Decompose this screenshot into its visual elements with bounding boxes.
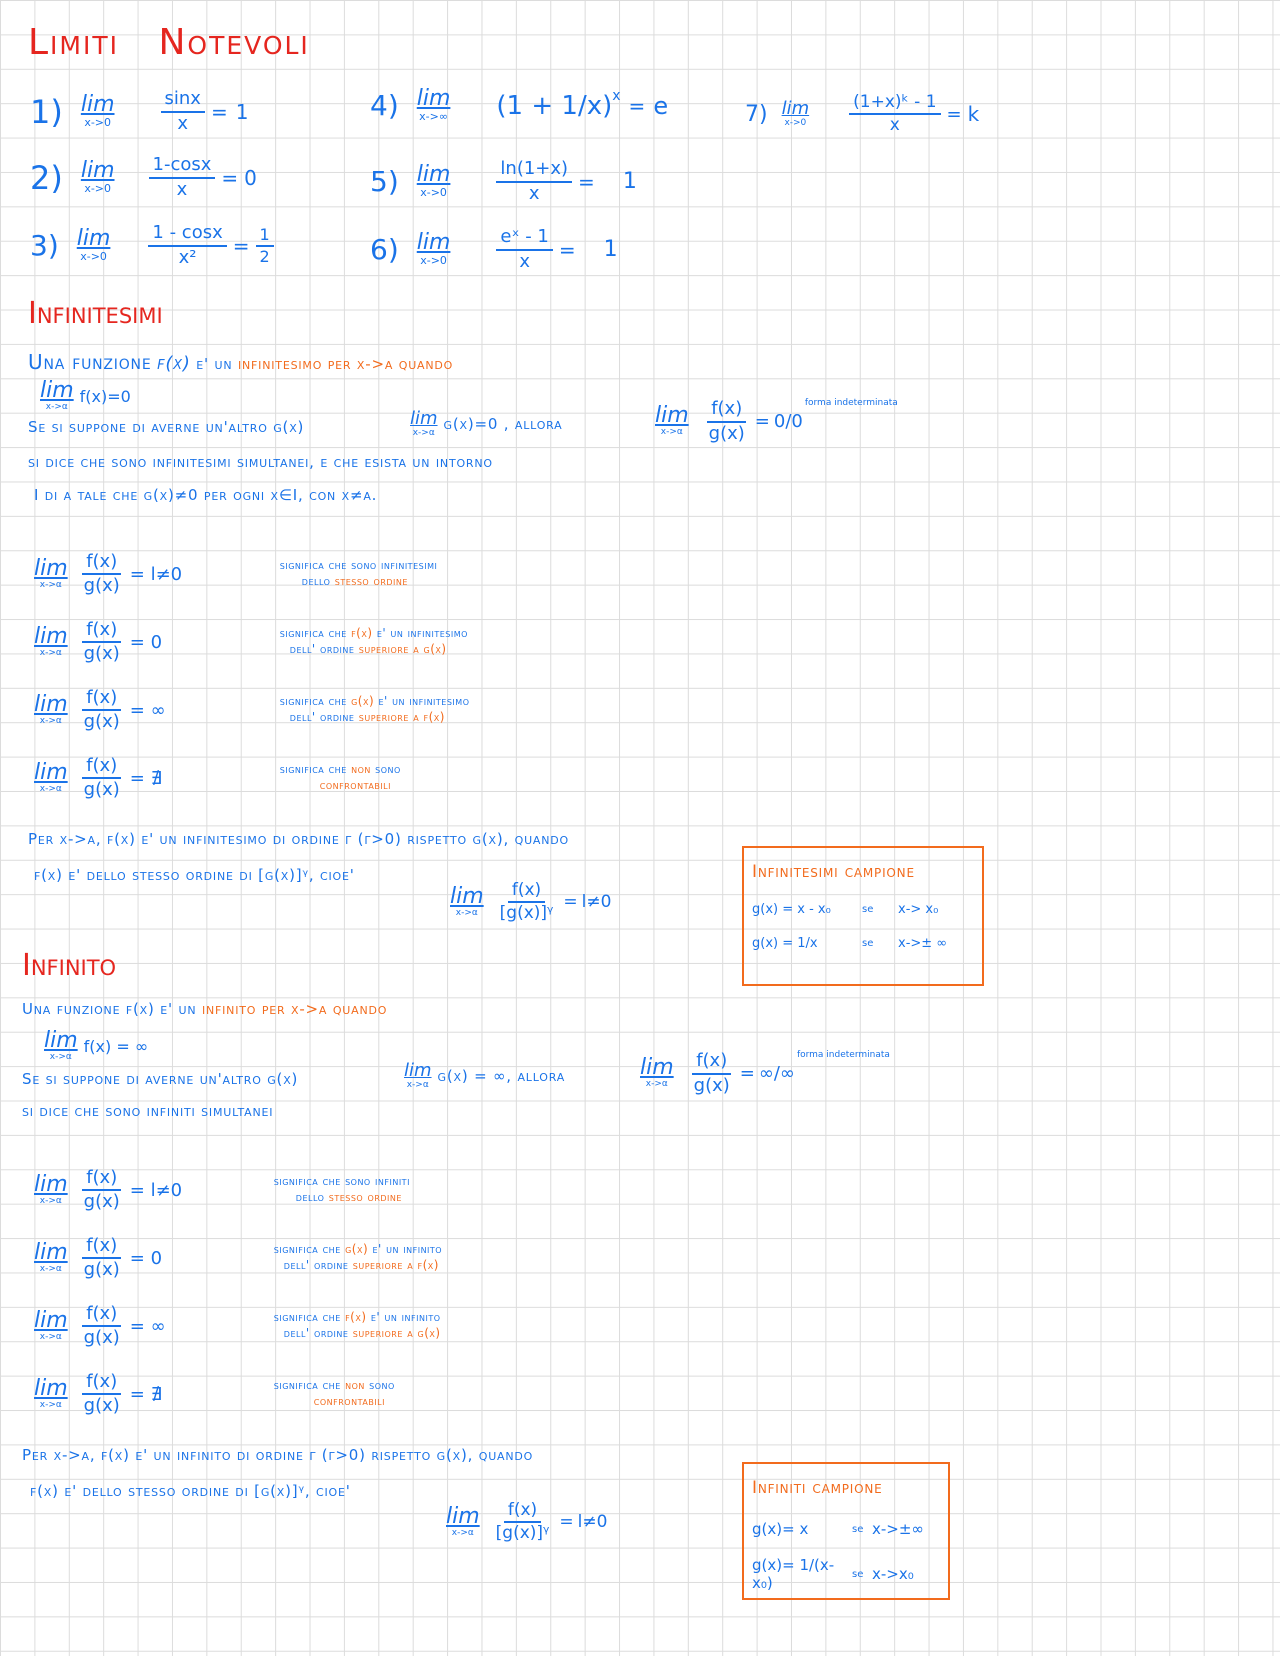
lim-text: lim bbox=[34, 1239, 68, 1265]
denominator: x bbox=[889, 115, 900, 136]
infinito-order-line1: Per x->α, f(x) e' un infinito di ordine γ (γ>0) rispetto g(x), quando bbox=[22, 1446, 534, 1464]
lim-text: lim bbox=[40, 378, 74, 403]
fraction bbox=[80, 1235, 124, 1282]
infinito-line2: si dice che sono infiniti simultanei bbox=[22, 1102, 274, 1120]
lim-text: lim bbox=[640, 1055, 674, 1081]
result: 1 bbox=[603, 237, 618, 262]
numerator: f(x) bbox=[508, 880, 545, 903]
infinito-order-line2: f(x) e' dello stesso ordine di [g(x)]ᵞ, cioe' bbox=[30, 1482, 351, 1500]
infinitesimi-order-limit bbox=[450, 880, 611, 925]
lim-expression: g(x)=0 , allora bbox=[443, 415, 563, 434]
case-line1b: e' un infinito bbox=[368, 1242, 443, 1257]
fraction bbox=[80, 619, 124, 666]
lim-symbol bbox=[34, 555, 68, 591]
box-g: g(x)= 1/(x-x₀) bbox=[752, 1556, 835, 1592]
box-cond: x-> x₀ bbox=[898, 902, 939, 917]
section-heading-infinitesimi: Infinitesimi bbox=[28, 296, 163, 331]
title-word-2: Notevoli bbox=[158, 22, 310, 63]
case-keyword: stesso ordine bbox=[328, 1190, 402, 1204]
case-result: = ∄ bbox=[129, 1383, 162, 1405]
box-cond: x->x₀ bbox=[872, 1565, 914, 1583]
case-line1b: e' un infinitesimo bbox=[372, 626, 468, 641]
lim-sub: x->α bbox=[455, 907, 478, 918]
equals: = bbox=[563, 892, 578, 913]
infinitesimi-definition bbox=[28, 350, 453, 374]
lim-text: lim bbox=[34, 1375, 68, 1401]
infinitesimi-line3: I di α tale che g(x)≠0 per ogni x∈I, con x≠α. bbox=[34, 486, 378, 504]
lim-text: lim bbox=[34, 1171, 68, 1197]
result: 1 bbox=[235, 99, 249, 124]
notable-limit-1 bbox=[30, 88, 248, 135]
lim-symbol bbox=[34, 1375, 68, 1411]
result: e bbox=[653, 91, 669, 120]
case-text bbox=[274, 1174, 410, 1205]
numerator: f(x) bbox=[82, 687, 121, 712]
case-row bbox=[34, 1292, 442, 1360]
case-line1b: e' un infinitesimo bbox=[374, 694, 470, 709]
denominator: x bbox=[176, 178, 188, 200]
lim-text: lim bbox=[416, 86, 451, 111]
fraction bbox=[496, 158, 572, 205]
lim-text: lim bbox=[655, 403, 689, 429]
suppose-text: Se si suppone di averne un'altro g(x) bbox=[28, 418, 305, 436]
case-line1: significa che bbox=[273, 1310, 346, 1325]
notable-limit-7 bbox=[745, 92, 979, 137]
case-line2: dell' ordine bbox=[283, 1258, 353, 1272]
limit-number: 1) bbox=[30, 92, 63, 131]
fraction bbox=[492, 1500, 554, 1545]
notable-limit-3 bbox=[30, 222, 280, 269]
denominator: g(x) bbox=[83, 1395, 120, 1416]
case-keyword: f(x) bbox=[345, 1310, 367, 1325]
lim-text: lim bbox=[76, 225, 111, 251]
infiniti-campione-box bbox=[742, 1462, 950, 1600]
infinitesimi-order-line1: Per x->α, f(x) e' un infinitesimo di ordine γ (γ>0) rispetto g(x), quando bbox=[28, 830, 570, 848]
case-result: = 0 bbox=[129, 1247, 163, 1269]
infinito-order-limit bbox=[446, 1500, 607, 1545]
lim-symbol bbox=[34, 1239, 68, 1275]
forma-indeterminata-note: forma indeterminata bbox=[804, 398, 898, 408]
lim-symbol bbox=[34, 1171, 68, 1207]
fraction bbox=[496, 880, 558, 925]
expression: (1 + 1/x) bbox=[496, 90, 613, 121]
page-title bbox=[28, 22, 310, 63]
lim-symbol bbox=[44, 1030, 78, 1063]
result: 0 bbox=[244, 165, 257, 190]
infinito-cases bbox=[34, 1156, 442, 1428]
box-cond: x->± ∞ bbox=[898, 936, 948, 951]
case-result: = ∞ bbox=[129, 1315, 166, 1337]
case-text bbox=[280, 694, 470, 725]
case-row bbox=[34, 608, 470, 676]
lim-sub: x->0 bbox=[420, 253, 447, 267]
denominator: g(x) bbox=[83, 1191, 120, 1212]
case-row bbox=[34, 676, 470, 744]
lim-symbol bbox=[416, 229, 451, 267]
denominator: x bbox=[519, 250, 530, 272]
case-keyword: f(x) bbox=[351, 626, 373, 641]
infinito-lim-def bbox=[44, 1030, 148, 1063]
denominator: g(x) bbox=[708, 422, 745, 444]
lim-sub: x->α bbox=[406, 1080, 429, 1090]
case-line2: dello bbox=[301, 574, 335, 588]
infinitesimi-cases bbox=[34, 540, 470, 812]
case-line1b: sono bbox=[364, 1378, 395, 1393]
case-line1: significa che sono infinitesimi bbox=[279, 558, 438, 573]
case-text bbox=[280, 626, 468, 657]
fraction bbox=[496, 226, 552, 273]
case-line2: dell' ordine bbox=[283, 1326, 353, 1340]
case-line1: significa che bbox=[279, 762, 352, 777]
box-g: g(x) = x - x₀ bbox=[752, 902, 831, 917]
def-text-c: per x->α quando bbox=[327, 355, 454, 373]
lim-text: lim bbox=[416, 161, 451, 187]
lim-text: lim bbox=[450, 883, 484, 909]
infinitesimi-lim-def bbox=[40, 380, 131, 413]
forma-indeterminata-note: forma indeterminata bbox=[796, 1050, 890, 1060]
case-keyword: non bbox=[345, 1378, 365, 1393]
lim-expression: f(x)=0 bbox=[79, 386, 131, 406]
case-keyword: confrontabili bbox=[319, 778, 391, 792]
result: l≠0 bbox=[581, 892, 612, 913]
exponent: x bbox=[612, 88, 621, 104]
fraction bbox=[80, 551, 124, 598]
case-text bbox=[274, 1310, 441, 1341]
lim-sub: x->∞ bbox=[419, 110, 448, 123]
result: l≠0 bbox=[577, 1512, 608, 1533]
lim-sub: x->0 bbox=[784, 117, 807, 128]
case-row bbox=[34, 744, 470, 812]
equals: = bbox=[558, 237, 576, 262]
case-row bbox=[34, 540, 470, 608]
box-row bbox=[752, 902, 938, 917]
numerator: f(x) bbox=[82, 619, 121, 644]
equals: = bbox=[739, 1063, 755, 1084]
numerator: f(x) bbox=[82, 1371, 121, 1396]
denominator: x bbox=[177, 112, 189, 134]
fraction bbox=[690, 1050, 734, 1097]
equals: = bbox=[946, 103, 962, 125]
lim-text: lim bbox=[34, 555, 68, 581]
fraction bbox=[161, 88, 205, 135]
lim-symbol bbox=[655, 405, 689, 438]
lim-symbol bbox=[416, 161, 451, 199]
notable-limit-5 bbox=[370, 158, 637, 205]
lim-sub: x->0 bbox=[420, 185, 447, 199]
lim-text: lim bbox=[410, 408, 438, 429]
box-se: se bbox=[862, 904, 874, 915]
numerator: f(x) bbox=[692, 1050, 731, 1075]
denominator: g(x) bbox=[83, 575, 120, 596]
numerator: 1 bbox=[256, 225, 274, 247]
lim-sub: x->α bbox=[451, 1527, 474, 1538]
box-row bbox=[752, 1556, 914, 1592]
lim-text: lim bbox=[34, 623, 68, 649]
lim-symbol bbox=[404, 1062, 432, 1091]
fraction bbox=[80, 1303, 124, 1350]
lim-symbol bbox=[34, 759, 68, 795]
case-result: = l≠0 bbox=[129, 563, 183, 585]
lim-text: lim bbox=[34, 759, 68, 785]
fraction bbox=[80, 687, 124, 734]
case-keyword: f(x) bbox=[417, 1258, 439, 1272]
lim-symbol bbox=[80, 91, 115, 129]
numerator: 1-cosx bbox=[149, 154, 216, 179]
lim-sub: x->α bbox=[39, 715, 62, 726]
case-line1: significa che bbox=[273, 1378, 346, 1393]
infinito-suppose-lim bbox=[404, 1062, 565, 1091]
case-row bbox=[34, 1224, 442, 1292]
lim-symbol bbox=[80, 157, 115, 195]
lim-symbol bbox=[781, 97, 810, 129]
case-line2: dell' ordine bbox=[289, 642, 359, 656]
equals: = bbox=[232, 233, 250, 258]
denominator: [g(x)]ᵞ bbox=[495, 1523, 550, 1544]
lim-text: lim bbox=[44, 1028, 78, 1053]
case-keyword: g(x) bbox=[417, 1326, 441, 1340]
case-line1: significa che sono infiniti bbox=[273, 1174, 410, 1189]
denominator: g(x) bbox=[83, 1259, 120, 1280]
equals: = bbox=[628, 93, 646, 118]
case-keyword: non bbox=[351, 762, 371, 777]
case-line1b: sono bbox=[370, 762, 401, 777]
indeterminate-form: ∞/∞ bbox=[758, 1063, 795, 1084]
notable-limit-6 bbox=[370, 226, 618, 273]
limit-number: 3) bbox=[30, 229, 59, 262]
infinitesimi-line2: si dice che sono infinitesimi simultanei, e che esista un intorno bbox=[28, 453, 493, 471]
lim-text: lim bbox=[80, 91, 115, 117]
box-g: g(x)= x bbox=[752, 1520, 809, 1538]
box-cond: x->±∞ bbox=[872, 1520, 924, 1538]
fraction bbox=[849, 92, 940, 137]
case-result: = ∄ bbox=[129, 767, 162, 789]
indeterminate-form: 0/0 bbox=[773, 411, 803, 432]
infinitesimi-campione-box bbox=[742, 846, 984, 986]
def-keyword: infinito bbox=[201, 1000, 257, 1018]
lim-sub: x->0 bbox=[80, 249, 107, 263]
infinitesimi-order-line2: f(x) e' dello stesso ordine di [g(x)]ᵞ, cioe' bbox=[34, 866, 355, 884]
limit-number: 6) bbox=[370, 233, 399, 266]
box-title: Infinitesimi campione bbox=[752, 862, 915, 882]
case-keyword: superiore a bbox=[352, 1326, 418, 1340]
lim-text: lim bbox=[80, 157, 115, 183]
lim-sub: x->α bbox=[45, 402, 68, 412]
case-keyword: g(x) bbox=[351, 694, 375, 709]
notable-limit-4 bbox=[370, 88, 668, 123]
box-row bbox=[752, 1520, 924, 1538]
fraction bbox=[80, 1371, 124, 1418]
infinito-definition bbox=[22, 1000, 387, 1018]
section-heading-infinito: Infinito bbox=[22, 948, 117, 983]
fraction bbox=[148, 222, 226, 269]
case-result: = 0 bbox=[129, 631, 163, 653]
case-line2: dello bbox=[295, 1190, 329, 1204]
lim-sub: x->0 bbox=[84, 181, 112, 195]
limit-number: 5) bbox=[370, 165, 399, 198]
case-keyword: superiore a bbox=[358, 642, 424, 656]
lim-symbol bbox=[410, 410, 438, 439]
numerator: f(x) bbox=[707, 398, 746, 423]
lim-sub: x->α bbox=[660, 427, 683, 438]
result: 1 bbox=[622, 169, 637, 194]
case-keyword: superiore a bbox=[358, 710, 424, 724]
numerator: ln(1+x) bbox=[496, 158, 572, 183]
denominator: [g(x)]ᵞ bbox=[499, 903, 554, 924]
equals: = bbox=[221, 165, 239, 190]
result: k bbox=[967, 102, 980, 127]
lim-symbol bbox=[40, 380, 74, 413]
box-se: se bbox=[852, 1568, 864, 1580]
infinito-indeterminate bbox=[640, 1050, 890, 1097]
lim-expression: f(x) = ∞ bbox=[83, 1036, 149, 1056]
case-text bbox=[274, 1242, 442, 1273]
denominator: g(x) bbox=[693, 1074, 730, 1096]
lim-symbol bbox=[34, 691, 68, 727]
lim-sub: x->α bbox=[412, 428, 435, 438]
def-fx: f(x) bbox=[157, 353, 191, 374]
lim-text: lim bbox=[781, 97, 810, 119]
infinitesimi-suppose-lim bbox=[410, 410, 563, 439]
case-row bbox=[34, 1360, 442, 1428]
limit-number: 4) bbox=[370, 89, 399, 123]
lim-text: lim bbox=[34, 691, 68, 717]
lim-sub: x->α bbox=[39, 1263, 62, 1274]
case-keyword: stesso ordine bbox=[334, 574, 408, 588]
box-row bbox=[752, 936, 947, 951]
def-text-b: e' un bbox=[196, 355, 233, 373]
lim-symbol bbox=[417, 88, 451, 123]
lim-symbol bbox=[34, 1307, 68, 1343]
denominator: g(x) bbox=[83, 643, 120, 664]
lim-sub: x->α bbox=[39, 1331, 62, 1342]
numerator: f(x) bbox=[82, 1235, 121, 1260]
case-keyword: f(x) bbox=[423, 710, 445, 724]
lim-sub: x->α bbox=[39, 1195, 62, 1206]
denominator: g(x) bbox=[83, 711, 120, 732]
case-row bbox=[34, 1156, 442, 1224]
lim-text: lim bbox=[446, 1503, 480, 1529]
def-text: Una funzione bbox=[28, 350, 152, 374]
case-text bbox=[280, 558, 438, 589]
fraction bbox=[705, 398, 749, 445]
numerator: f(x) bbox=[82, 1167, 121, 1192]
case-keyword: superiore a bbox=[352, 1258, 418, 1272]
denominator: x² bbox=[178, 246, 197, 268]
lim-sub: x->0 bbox=[84, 115, 112, 129]
numerator: f(x) bbox=[82, 755, 121, 780]
box-g: g(x) = 1/x bbox=[752, 936, 818, 951]
box-se: se bbox=[862, 938, 874, 949]
case-line1: significa che bbox=[279, 694, 352, 709]
box-title: Infiniti campione bbox=[752, 1478, 883, 1498]
def-text: Una funzione f(x) e' un bbox=[22, 1000, 197, 1018]
lim-sub: x->α bbox=[49, 1052, 72, 1062]
case-line2: dell' ordine bbox=[289, 710, 359, 724]
denominator: x bbox=[528, 182, 540, 204]
def-keyword: infinitesimo bbox=[237, 355, 323, 373]
box-se: se bbox=[852, 1523, 864, 1535]
lim-sub: x->α bbox=[39, 1399, 62, 1410]
def-text-c: per x->α quando bbox=[261, 1000, 388, 1018]
numerator: sinx bbox=[161, 88, 205, 113]
denominator: 2 bbox=[259, 246, 270, 266]
infinitesimi-indeterminate bbox=[655, 398, 898, 445]
equals: = bbox=[559, 1512, 574, 1533]
notable-limit-2 bbox=[30, 154, 257, 201]
limit-number: 7) bbox=[745, 101, 768, 127]
case-line1: significa che bbox=[273, 1242, 346, 1257]
lim-expression: g(x) = ∞, allora bbox=[437, 1067, 566, 1086]
denominator: g(x) bbox=[83, 1327, 120, 1348]
numerator: f(x) bbox=[82, 551, 121, 576]
fraction bbox=[80, 1167, 124, 1214]
case-keyword: confrontabili bbox=[313, 1394, 385, 1408]
numerator: 1 - cosx bbox=[148, 222, 226, 247]
equals: = bbox=[754, 411, 770, 432]
lim-symbol bbox=[76, 225, 111, 263]
lim-text: lim bbox=[34, 1307, 68, 1333]
numerator: f(x) bbox=[504, 1500, 541, 1523]
lim-symbol bbox=[640, 1057, 674, 1090]
case-text bbox=[280, 762, 401, 793]
numerator: f(x) bbox=[82, 1303, 121, 1328]
numerator: eˣ - 1 bbox=[496, 226, 552, 251]
case-keyword: g(x) bbox=[345, 1242, 369, 1257]
equals: = bbox=[578, 169, 595, 194]
infinitesimi-suppose bbox=[28, 418, 304, 436]
result-fraction bbox=[256, 225, 274, 267]
case-text bbox=[274, 1378, 395, 1409]
lim-text: lim bbox=[404, 1060, 432, 1081]
title-word-1: Limiti bbox=[28, 22, 120, 63]
case-result: = l≠0 bbox=[129, 1179, 183, 1201]
equals: = bbox=[210, 99, 228, 124]
case-result: = ∞ bbox=[129, 699, 166, 721]
case-keyword: g(x) bbox=[423, 642, 447, 656]
lim-symbol bbox=[450, 883, 484, 919]
lim-text: lim bbox=[416, 229, 451, 255]
case-line1: significa che bbox=[279, 626, 352, 641]
lim-sub: x->α bbox=[645, 1079, 668, 1090]
lim-sub: x->α bbox=[39, 647, 62, 658]
denominator: g(x) bbox=[83, 779, 120, 800]
numerator: (1+x)ᵏ - 1 bbox=[849, 92, 940, 115]
fraction bbox=[149, 154, 216, 201]
lim-symbol bbox=[34, 623, 68, 659]
lim-symbol bbox=[446, 1503, 480, 1539]
case-line1b: e' un infinito bbox=[366, 1310, 441, 1325]
infinito-suppose: Se si suppone di averne un'altro g(x) bbox=[22, 1070, 299, 1088]
lim-sub: x->α bbox=[39, 579, 62, 590]
lim-sub: x->α bbox=[39, 783, 62, 794]
limit-number: 2) bbox=[30, 158, 63, 197]
fraction bbox=[80, 755, 124, 802]
